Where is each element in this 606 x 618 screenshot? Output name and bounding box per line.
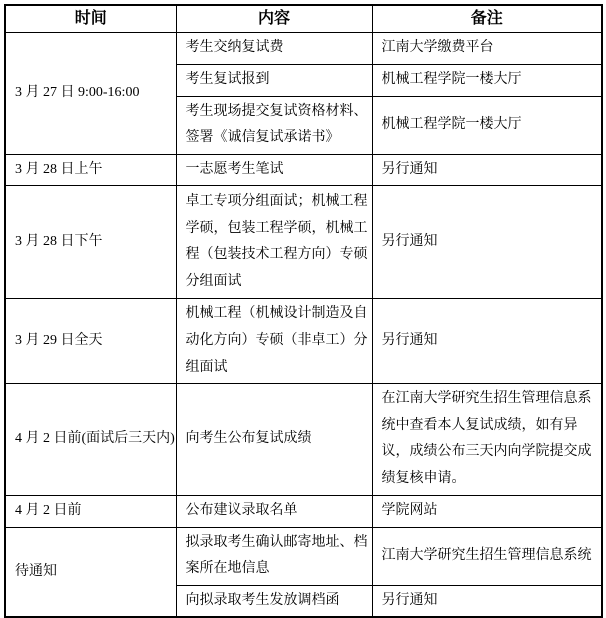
cell-content: 公布建议录取名单 (176, 495, 372, 527)
cell-remark: 另行通知 (372, 585, 602, 617)
cell-content: 考生现场提交复试资格材料、签署《诚信复试承诺书》 (176, 96, 372, 154)
header-row (5, 5, 602, 33)
table-row (5, 299, 602, 384)
cell-remark: 机械工程学院一楼大厅 (372, 64, 602, 96)
cell-content: 向拟录取考生发放调档函 (176, 585, 372, 617)
cell-content: 向考生公布复试成绩 (176, 384, 372, 495)
cell-remark: 在江南大学研究生招生管理信息系统中查看本人复试成绩，如有异议，成绩公布三天内向学院提交成绩复核申请。 (372, 384, 602, 495)
cell-content: 一志愿考生笔试 (176, 154, 372, 186)
cell-remark: 另行通知 (372, 154, 602, 186)
table-row (5, 33, 602, 65)
table-row (5, 154, 602, 186)
cell-content: 考生复试报到 (176, 64, 372, 96)
table-row (5, 527, 602, 585)
cell-time: 3 月 29 日全天 (5, 299, 176, 384)
cell-remark: 另行通知 (372, 186, 602, 299)
cell-remark: 另行通知 (372, 299, 602, 384)
cell-content: 卓工专项分组面试；机械工程学硕，包装工程学硕，机械工程（包装技术工程方向）专硕分组面试 (176, 186, 372, 299)
table-row (5, 384, 602, 495)
column-header-remark: 备注 (372, 5, 602, 33)
cell-content: 机械工程（机械设计制造及自动化方向）专硕（非卓工）分组面试 (176, 299, 372, 384)
cell-content: 拟录取考生确认邮寄地址、档案所在地信息 (176, 527, 372, 585)
schedule-table (4, 4, 603, 618)
cell-time: 3 月 28 日上午 (5, 154, 176, 186)
cell-time: 4 月 2 日前(面试后三天内) (5, 384, 176, 495)
column-header-content: 内容 (176, 5, 372, 33)
cell-remark: 江南大学缴费平台 (372, 33, 602, 65)
cell-remark: 机械工程学院一楼大厅 (372, 96, 602, 154)
column-header-time: 时间 (5, 5, 176, 33)
cell-content: 考生交纳复试费 (176, 33, 372, 65)
cell-time: 4 月 2 日前 (5, 495, 176, 527)
table-row (5, 186, 602, 299)
cell-time: 3 月 27 日 9:00-16:00 (5, 33, 176, 154)
cell-remark: 学院网站 (372, 495, 602, 527)
cell-remark: 江南大学研究生招生管理信息系统 (372, 527, 602, 585)
cell-time: 待通知 (5, 527, 176, 617)
table-row (5, 495, 602, 527)
cell-time: 3 月 28 日下午 (5, 186, 176, 299)
